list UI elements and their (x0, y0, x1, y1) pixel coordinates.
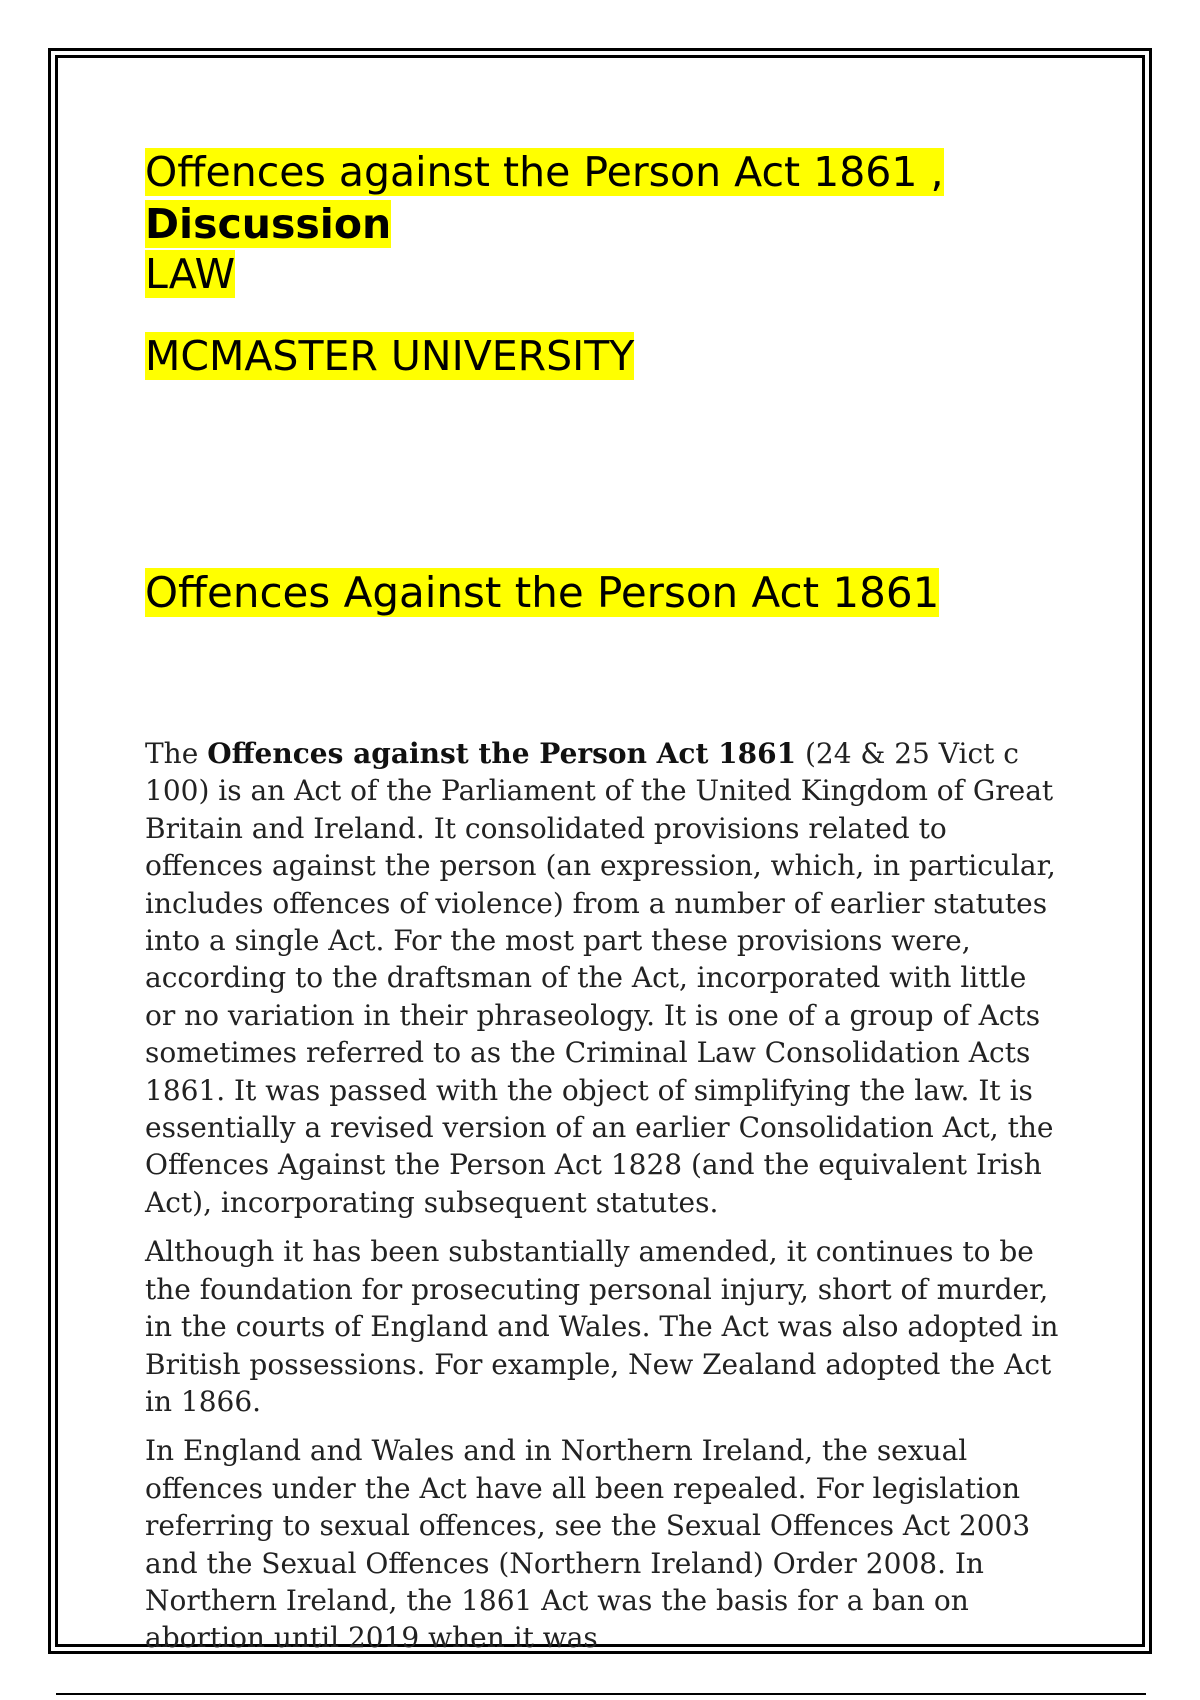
document-title (145, 148, 944, 196)
paragraph-3: In England and Wales and in Northern Ireland, the sexual offences under the Act have all been repealed. For legislation referring to sexual offences, see the Sexual Offences Act 2003 and the Sexual Offences (Northern Ireland) Order 2008. In Northern Ireland, the 1861 Act was the basis for a ban on abortion until 2019 when it was (145, 1434, 1031, 1655)
document-title-subtitle (145, 200, 391, 248)
title-part1: Offences against the Person Act 1861 , (145, 148, 944, 196)
paragraph-1-rest: (24 & 25 Vict c 100) is an Act of the Parliament of the United Kingdom of Great Britain and Ireland. It consolidated provisions related to offences against the person (an expression, which, in particular, includes offences of violence) from a number of earlier statutes into a single Act. For the most part these provisions were, according to the draftsman of the Act, incorporated with little or no variation in their phraseology. It is one of a group of Acts sometimes referred to as the Criminal Law Consolidation Acts 1861. It was passed with the object of simplifying the law. It is essentially a revised version of an earlier Consolidation Act, the Offences Against the Person Act 1828 (and the equivalent Irish Act), incorporating subsequent statutes. (145, 737, 1056, 1219)
subject-text: LAW (145, 250, 236, 298)
paragraph-1 (145, 735, 1065, 1221)
title-part2: Discussion (145, 200, 392, 248)
section-heading-text: Offences Against the Person Act 1861 (145, 568, 940, 617)
university-text: MCMASTER UNIVERSITY (145, 332, 635, 380)
paragraph-1-lead: The (145, 737, 208, 770)
university-label (145, 332, 634, 380)
paragraph-2: Although it has been substantially amended, it continues to be the foundation for prosecuting personal injury, short of murder, in the courts of England and Wales. The Act was also adopted in British possessions. For example, New Zealand adopted the Act in 1866. (145, 1235, 1059, 1418)
body-text (145, 735, 1065, 1669)
subject-label (145, 250, 235, 298)
footer-rule (56, 1693, 1146, 1695)
section-heading (145, 568, 939, 618)
paragraph-1-bold: Offences against the Person Act 1861 (207, 737, 797, 770)
